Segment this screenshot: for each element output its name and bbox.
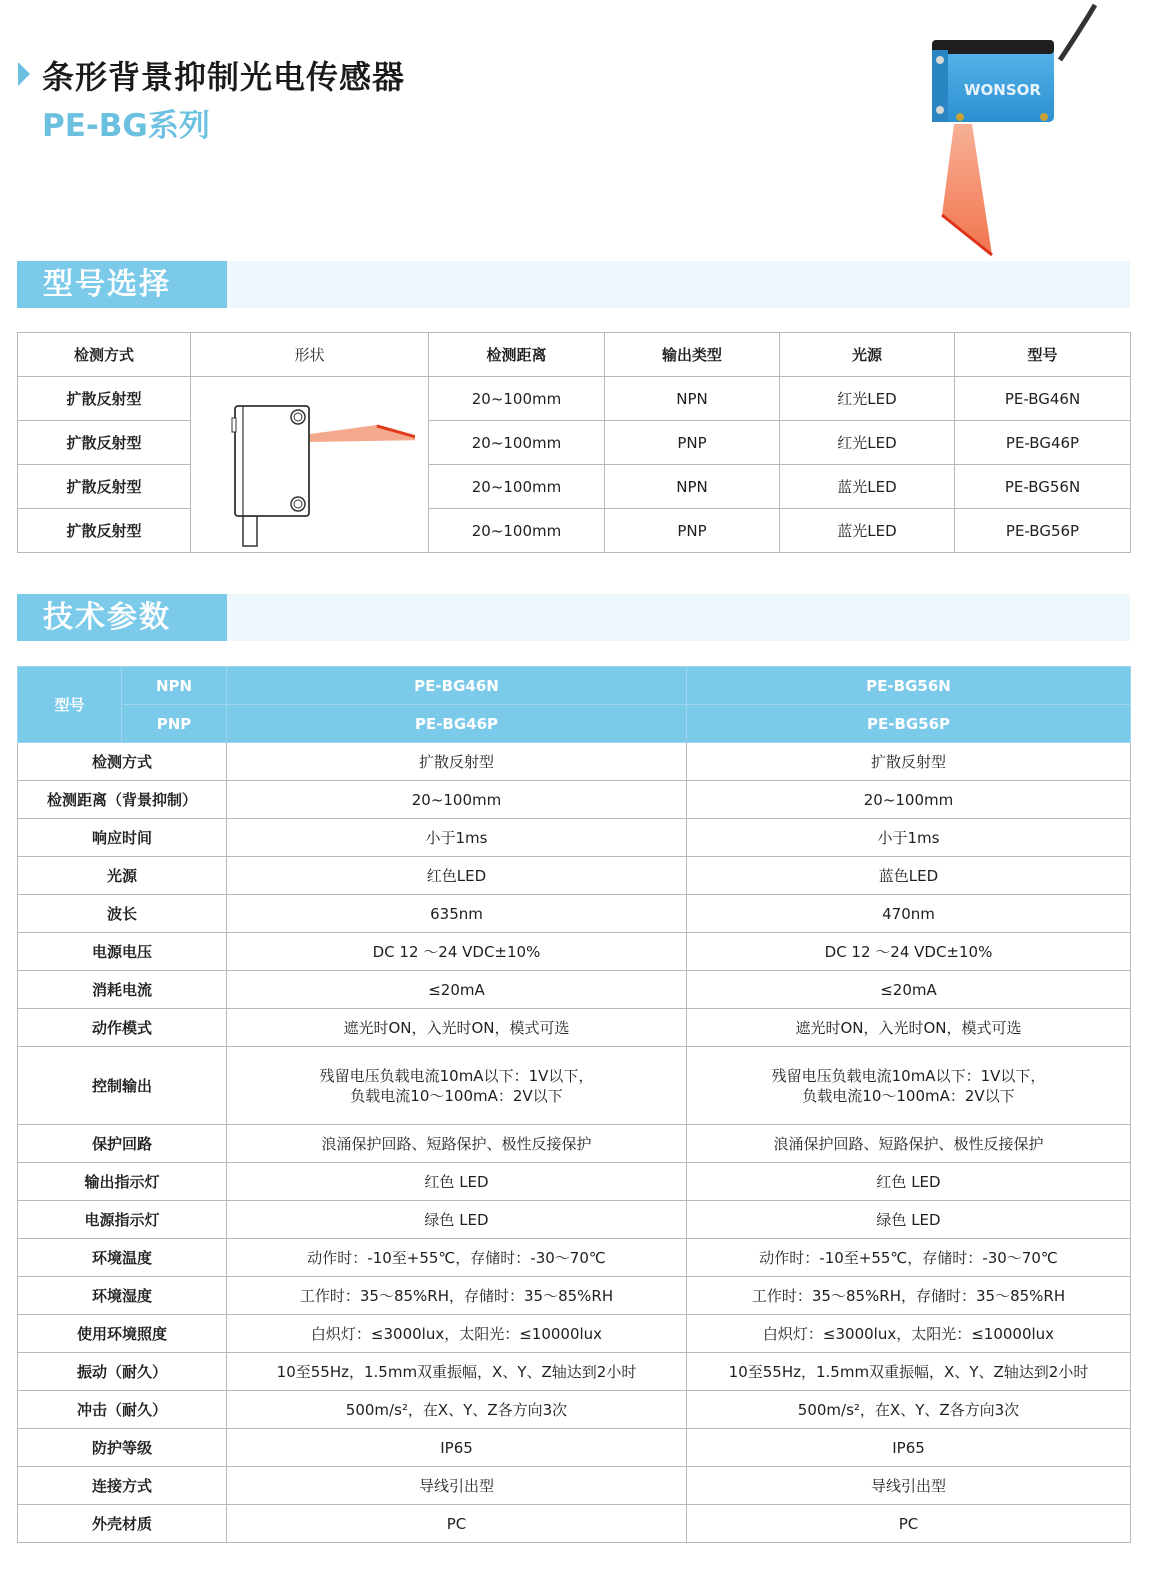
cell-distance: 20~100mm <box>429 509 605 553</box>
page-header <box>0 0 1170 260</box>
page-title: 条形背景抑制光电传感器 <box>42 58 406 96</box>
spec-label: 控制输出 <box>18 1047 227 1125</box>
spec-value-a: 绿色 LED <box>227 1201 687 1239</box>
spec-header-row-pnp <box>18 705 1131 743</box>
table-row <box>18 1047 1131 1125</box>
table-row <box>18 819 1131 857</box>
table-row <box>18 971 1131 1009</box>
table-row <box>18 1505 1131 1543</box>
table-row <box>18 1201 1131 1239</box>
title-arrow-icon <box>18 62 30 86</box>
spec-label: 动作模式 <box>18 1009 227 1047</box>
pnp-model-b: PE-BG56P <box>687 705 1131 743</box>
spec-value-a: 500m/s²，在X、Y、Z各方向3次 <box>227 1391 687 1429</box>
spec-label: 波长 <box>18 895 227 933</box>
spec-value-b: 白炽灯：≤3000lux，太阳光：≤10000lux <box>687 1315 1131 1353</box>
cell-light: 蓝光LED <box>780 509 955 553</box>
table-row <box>18 465 1131 509</box>
section-title-model-selection: 型号选择 <box>17 261 227 308</box>
cell-distance: 20~100mm <box>429 465 605 509</box>
spec-label: 检测距离（背景抑制） <box>18 781 227 819</box>
spec-value-a: 红色 LED <box>227 1163 687 1201</box>
spec-label: 电源电压 <box>18 933 227 971</box>
npn-label: NPN <box>122 667 227 705</box>
spec-value-b: 小于1ms <box>687 819 1131 857</box>
model-selection-table <box>17 332 1131 553</box>
table-row <box>18 421 1131 465</box>
spec-value-b: 扩散反射型 <box>687 743 1131 781</box>
spec-value-a: IP65 <box>227 1429 687 1467</box>
spec-value-b: 500m/s²，在X、Y、Z各方向3次 <box>687 1391 1131 1429</box>
cell-distance: 20~100mm <box>429 377 605 421</box>
table-row <box>18 1391 1131 1429</box>
cell-light: 蓝光LED <box>780 465 955 509</box>
cell-model: PE-BG46N <box>955 377 1131 421</box>
table-row <box>18 1125 1131 1163</box>
cell-output: PNP <box>605 421 780 465</box>
table-row <box>18 743 1131 781</box>
spec-value-b: IP65 <box>687 1429 1131 1467</box>
col-header: 检测方式 <box>18 333 191 377</box>
section-band-model-selection <box>17 261 1130 308</box>
spec-label: 消耗电流 <box>18 971 227 1009</box>
cell-output: PNP <box>605 509 780 553</box>
sensor-product-image <box>920 0 1110 260</box>
spec-value-b: 导线引出型 <box>687 1467 1131 1505</box>
spec-label: 环境湿度 <box>18 1277 227 1315</box>
spec-value-b: 470nm <box>687 895 1131 933</box>
brand-logo: WONSOR <box>964 81 1041 99</box>
spec-label: 使用环境照度 <box>18 1315 227 1353</box>
npn-model-b: PE-BG56N <box>687 667 1131 705</box>
spec-value-b: 浪涌保护回路、短路保护、极性反接保护 <box>687 1125 1131 1163</box>
cell-method: 扩散反射型 <box>18 465 191 509</box>
cell-method: 扩散反射型 <box>18 377 191 421</box>
cell-output: NPN <box>605 465 780 509</box>
spec-value-b: 蓝色LED <box>687 857 1131 895</box>
shape-illustration-cell <box>191 377 429 553</box>
spec-value-a: 红色LED <box>227 857 687 895</box>
spec-value-a: 导线引出型 <box>227 1467 687 1505</box>
spec-value-b: DC 12 ～24 VDC±10% <box>687 933 1131 971</box>
spec-value-b: ≤20mA <box>687 971 1131 1009</box>
col-header: 型号 <box>955 333 1131 377</box>
table-row <box>18 895 1131 933</box>
spec-value-a: 白炽灯：≤3000lux，太阳光：≤10000lux <box>227 1315 687 1353</box>
spec-value-line: 残留电压负载电流10mA以下：1V以下， <box>319 1066 594 1085</box>
spec-value-b: 动作时：-10至+55℃，存储时：-30～70℃ <box>687 1239 1131 1277</box>
spec-value-line: 残留电压负载电流10mA以下：1V以下， <box>771 1066 1046 1085</box>
spec-label: 外壳材质 <box>18 1505 227 1543</box>
spec-value-a: 小于1ms <box>227 819 687 857</box>
cell-method: 扩散反射型 <box>18 509 191 553</box>
page-subtitle: PE-BG系列 <box>42 108 210 144</box>
spec-label: 检测方式 <box>18 743 227 781</box>
tech-spec-table <box>17 666 1131 1543</box>
table-row <box>18 1353 1131 1391</box>
spec-value-b: PC <box>687 1505 1131 1543</box>
col-header: 检测距离 <box>429 333 605 377</box>
spec-value-b: 绿色 LED <box>687 1201 1131 1239</box>
npn-model-a: PE-BG46N <box>227 667 687 705</box>
cell-distance: 20~100mm <box>429 421 605 465</box>
col-header: 输出类型 <box>605 333 780 377</box>
cell-model: PE-BG46P <box>955 421 1131 465</box>
spec-value-a: DC 12 ～24 VDC±10% <box>227 933 687 971</box>
table-row <box>18 1239 1131 1277</box>
pnp-model-a: PE-BG46P <box>227 705 687 743</box>
spec-value-a: 工作时：35～85%RH，存储时：35～85%RH <box>227 1277 687 1315</box>
section-band-tech-params <box>17 594 1130 641</box>
model-label: 型号 <box>18 667 122 743</box>
table-row <box>18 377 1131 421</box>
section-title-tech-params: 技术参数 <box>17 594 227 641</box>
table-row <box>18 1163 1131 1201</box>
spec-label: 冲击（耐久） <box>18 1391 227 1429</box>
spec-label: 防护等级 <box>18 1429 227 1467</box>
table-row <box>18 1277 1131 1315</box>
spec-value-a: 扩散反射型 <box>227 743 687 781</box>
spec-value-a: 20~100mm <box>227 781 687 819</box>
spec-value-b: 20~100mm <box>687 781 1131 819</box>
spec-value-a: 10至55Hz，1.5mm双重振幅，X、Y、Z轴达到2小时 <box>227 1353 687 1391</box>
spec-value-a: PC <box>227 1505 687 1543</box>
spec-label: 振动（耐久） <box>18 1353 227 1391</box>
spec-label: 电源指示灯 <box>18 1201 227 1239</box>
cell-light: 红光LED <box>780 421 955 465</box>
spec-label: 保护回路 <box>18 1125 227 1163</box>
table-row <box>18 857 1131 895</box>
spec-value-a: 动作时：-10至+55℃，存储时：-30～70℃ <box>227 1239 687 1277</box>
spec-value-a <box>227 1047 687 1125</box>
spec-value-a: 遮光时ON，入光时ON，模式可选 <box>227 1009 687 1047</box>
cell-method: 扩散反射型 <box>18 421 191 465</box>
spec-label: 连接方式 <box>18 1467 227 1505</box>
cell-model: PE-BG56N <box>955 465 1131 509</box>
table-row <box>18 781 1131 819</box>
spec-value-a: 635nm <box>227 895 687 933</box>
spec-value-line: 负载电流10～100mA：2V以下 <box>802 1086 1015 1105</box>
spec-label: 输出指示灯 <box>18 1163 227 1201</box>
spec-header-row-npn <box>18 667 1131 705</box>
table-row <box>18 1429 1131 1467</box>
spec-label: 光源 <box>18 857 227 895</box>
table-header-row <box>18 333 1131 377</box>
spec-value-b: 红色 LED <box>687 1163 1131 1201</box>
spec-value-line: 负载电流10～100mA：2V以下 <box>350 1086 563 1105</box>
spec-value-a: 浪涌保护回路、短路保护、极性反接保护 <box>227 1125 687 1163</box>
cell-model: PE-BG56P <box>955 509 1131 553</box>
spec-value-b: 遮光时ON，入光时ON，模式可选 <box>687 1009 1131 1047</box>
spec-value-b <box>687 1047 1131 1125</box>
col-header: 光源 <box>780 333 955 377</box>
table-row <box>18 1467 1131 1505</box>
table-row <box>18 1009 1131 1047</box>
col-header: 形状 <box>191 333 429 377</box>
cell-output: NPN <box>605 377 780 421</box>
spec-value-a: ≤20mA <box>227 971 687 1009</box>
table-row <box>18 933 1131 971</box>
spec-value-b: 工作时：35～85%RH，存储时：35～85%RH <box>687 1277 1131 1315</box>
spec-label: 环境温度 <box>18 1239 227 1277</box>
pnp-label: PNP <box>122 705 227 743</box>
sensor-shape-icon <box>205 378 415 548</box>
table-row <box>18 509 1131 553</box>
spec-value-b: 10至55Hz，1.5mm双重振幅，X、Y、Z轴达到2小时 <box>687 1353 1131 1391</box>
table-row <box>18 1315 1131 1353</box>
spec-label: 响应时间 <box>18 819 227 857</box>
cell-light: 红光LED <box>780 377 955 421</box>
